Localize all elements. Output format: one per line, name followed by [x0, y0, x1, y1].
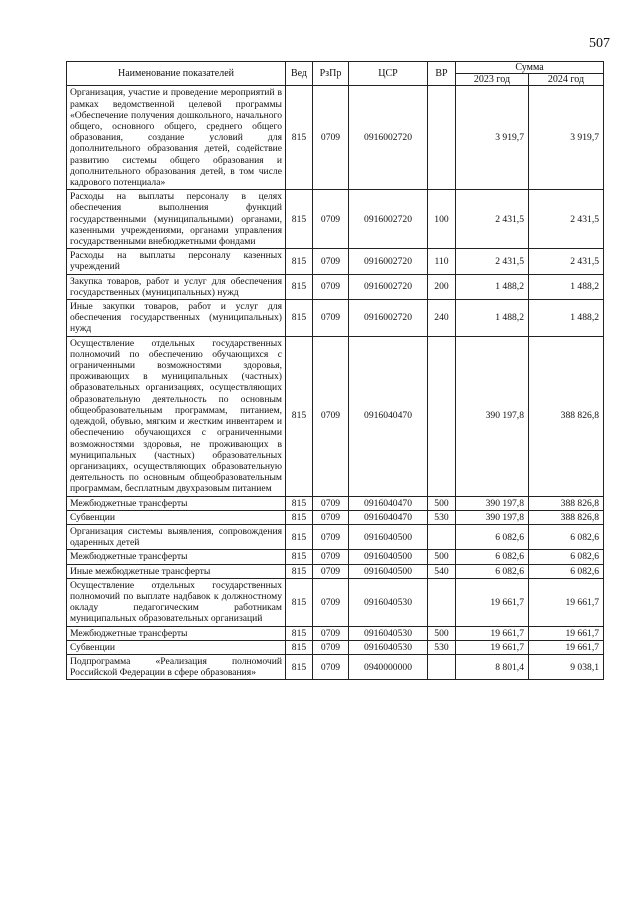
row-sum-2023: 19 661,7 — [456, 640, 529, 654]
row-csr: 0916002720 — [349, 190, 428, 249]
row-vr — [428, 578, 456, 626]
row-sum-2023: 19 661,7 — [456, 578, 529, 626]
row-csr: 0916040500 — [349, 564, 428, 578]
table-row — [67, 578, 604, 626]
table-row — [67, 524, 604, 549]
row-rzpr: 0709 — [313, 524, 349, 549]
row-ved: 815 — [286, 626, 313, 640]
row-ved: 815 — [286, 564, 313, 578]
row-vr: 500 — [428, 550, 456, 564]
row-name: Межбюджетные трансферты — [67, 550, 286, 564]
row-sum-2024: 9 038,1 — [529, 654, 604, 679]
header-name: Наименование показателей — [67, 62, 286, 86]
row-csr: 0916040530 — [349, 626, 428, 640]
row-rzpr: 0709 — [313, 300, 349, 337]
row-name: Межбюджетные трансферты — [67, 626, 286, 640]
row-ved: 815 — [286, 274, 313, 299]
row-rzpr: 0709 — [313, 578, 349, 626]
row-name: Иные закупки товаров, работ и услуг для обеспечения государственных (муниципальных) нужд — [67, 300, 286, 337]
table-row — [67, 86, 604, 190]
row-ved: 815 — [286, 86, 313, 190]
row-vr: 540 — [428, 564, 456, 578]
row-sum-2024: 388 826,8 — [529, 496, 604, 510]
row-sum-2024: 2 431,5 — [529, 190, 604, 249]
row-ved: 815 — [286, 300, 313, 337]
row-sum-2024: 1 488,2 — [529, 274, 604, 299]
row-ved: 815 — [286, 249, 313, 274]
row-ved: 815 — [286, 578, 313, 626]
row-sum-2024: 19 661,7 — [529, 578, 604, 626]
header-year-2023: 2023 год — [456, 74, 529, 86]
row-sum-2024: 19 661,7 — [529, 626, 604, 640]
row-csr: 0916002720 — [349, 249, 428, 274]
table-row — [67, 274, 604, 299]
header-year-2024: 2024 год — [529, 74, 604, 86]
row-sum-2024: 6 082,6 — [529, 550, 604, 564]
page-number: 507 — [589, 36, 610, 51]
row-sum-2023: 1 488,2 — [456, 300, 529, 337]
row-rzpr: 0709 — [313, 626, 349, 640]
table-row — [67, 564, 604, 578]
row-vr — [428, 524, 456, 549]
row-rzpr: 0709 — [313, 274, 349, 299]
row-vr — [428, 86, 456, 190]
table-row — [67, 640, 604, 654]
row-rzpr: 0709 — [313, 86, 349, 190]
row-sum-2023: 8 801,4 — [456, 654, 529, 679]
row-rzpr: 0709 — [313, 654, 349, 679]
header-rzpr: РзПр — [313, 62, 349, 86]
row-sum-2023: 390 197,8 — [456, 496, 529, 510]
row-vr: 110 — [428, 249, 456, 274]
row-name: Организация, участие и проведение мероприятий в рамках ведомственной целевой программы «Обеспечение получения дошкольного, начального общего, основного общего, среднего общего образования, создание условий для дополнительного образования детей, содействие развитию системы общего образования и дополнительного образования детей, в том числе кадрового потенциала» — [67, 86, 286, 190]
table-row — [67, 190, 604, 249]
table-row — [67, 249, 604, 274]
row-sum-2023: 6 082,6 — [456, 564, 529, 578]
header-vr: ВР — [428, 62, 456, 86]
row-rzpr: 0709 — [313, 336, 349, 496]
row-csr: 0916040470 — [349, 496, 428, 510]
row-rzpr: 0709 — [313, 190, 349, 249]
row-sum-2024: 388 826,8 — [529, 510, 604, 524]
row-name: Осуществление отдельных государственных полномочий по обеспечению обучающихся с ограниченными возможностями здоровья, проживающих в муниципальных (частных) образовательных организациях, осуществляющих образовательную деятельность по основным общеобразовательным программам, питанием, одеждой, обувью, мягким и жестким инвентарем и обеспечению обучающихся с ограниченными возможностями здоровья, не проживающих в муниципальных (частных) образовательных организациях, осуществляющих образовательную деятельность по основным общеобразовательным программам, бесплатным двухразовым питанием — [67, 336, 286, 496]
row-rzpr: 0709 — [313, 510, 349, 524]
row-vr — [428, 336, 456, 496]
row-ved: 815 — [286, 550, 313, 564]
row-vr: 200 — [428, 274, 456, 299]
row-ved: 815 — [286, 654, 313, 679]
row-sum-2024: 1 488,2 — [529, 300, 604, 337]
row-vr: 100 — [428, 190, 456, 249]
row-name: Закупка товаров, работ и услуг для обеспечения государственных (муниципальных) нужд — [67, 274, 286, 299]
row-vr: 500 — [428, 496, 456, 510]
row-name: Иные межбюджетные трансферты — [67, 564, 286, 578]
row-name: Подпрограмма «Реализация полномочий Российской Федерации в сфере образования» — [67, 654, 286, 679]
row-sum-2023: 2 431,5 — [456, 249, 529, 274]
row-rzpr: 0709 — [313, 564, 349, 578]
row-vr — [428, 654, 456, 679]
row-ved: 815 — [286, 336, 313, 496]
row-name: Субвенции — [67, 640, 286, 654]
row-sum-2023: 6 082,6 — [456, 550, 529, 564]
table-row — [67, 496, 604, 510]
table-body — [67, 86, 604, 680]
table-row — [67, 654, 604, 679]
row-sum-2024: 3 919,7 — [529, 86, 604, 190]
row-sum-2023: 19 661,7 — [456, 626, 529, 640]
row-rzpr: 0709 — [313, 249, 349, 274]
header-sum: Сумма — [456, 62, 604, 74]
row-sum-2024: 19 661,7 — [529, 640, 604, 654]
row-sum-2024: 388 826,8 — [529, 336, 604, 496]
table-row — [67, 550, 604, 564]
row-sum-2023: 390 197,8 — [456, 510, 529, 524]
row-csr: 0916002720 — [349, 274, 428, 299]
table-row — [67, 626, 604, 640]
table-row — [67, 336, 604, 496]
table-row — [67, 300, 604, 337]
row-csr: 0916040500 — [349, 524, 428, 549]
row-ved: 815 — [286, 496, 313, 510]
header-ved: Вед — [286, 62, 313, 86]
row-vr: 530 — [428, 510, 456, 524]
row-name: Осуществление отдельных государственных полномочий по выплате надбавок к должностному окладу педагогическим работникам муниципальных образовательных организаций — [67, 578, 286, 626]
row-name: Организация системы выявления, сопровождения одаренных детей — [67, 524, 286, 549]
row-csr: 0916040470 — [349, 336, 428, 496]
row-sum-2023: 1 488,2 — [456, 274, 529, 299]
row-sum-2023: 3 919,7 — [456, 86, 529, 190]
row-csr: 0916002720 — [349, 86, 428, 190]
row-rzpr: 0709 — [313, 640, 349, 654]
row-csr: 0916002720 — [349, 300, 428, 337]
row-csr: 0916040470 — [349, 510, 428, 524]
row-ved: 815 — [286, 524, 313, 549]
row-name: Расходы на выплаты персоналу казенных учреждений — [67, 249, 286, 274]
row-vr: 530 — [428, 640, 456, 654]
row-csr: 0916040500 — [349, 550, 428, 564]
row-csr: 0916040530 — [349, 640, 428, 654]
row-rzpr: 0709 — [313, 550, 349, 564]
row-rzpr: 0709 — [313, 496, 349, 510]
row-sum-2024: 6 082,6 — [529, 564, 604, 578]
row-ved: 815 — [286, 510, 313, 524]
row-csr: 0916040530 — [349, 578, 428, 626]
row-ved: 815 — [286, 190, 313, 249]
row-ved: 815 — [286, 640, 313, 654]
row-sum-2023: 2 431,5 — [456, 190, 529, 249]
table-row — [67, 510, 604, 524]
row-sum-2023: 6 082,6 — [456, 524, 529, 549]
header-csr: ЦСР — [349, 62, 428, 86]
row-vr: 240 — [428, 300, 456, 337]
row-name: Расходы на выплаты персоналу в целях обеспечения выполнения функций государственными (муниципальными) органами, казенными учреждениями, органами управления государственными внебюджетными фондами — [67, 190, 286, 249]
row-sum-2024: 6 082,6 — [529, 524, 604, 549]
row-name: Межбюджетные трансферты — [67, 496, 286, 510]
row-csr: 0940000000 — [349, 654, 428, 679]
row-name: Субвенции — [67, 510, 286, 524]
budget-table — [66, 61, 604, 680]
row-sum-2024: 2 431,5 — [529, 249, 604, 274]
row-vr: 500 — [428, 626, 456, 640]
row-sum-2023: 390 197,8 — [456, 336, 529, 496]
